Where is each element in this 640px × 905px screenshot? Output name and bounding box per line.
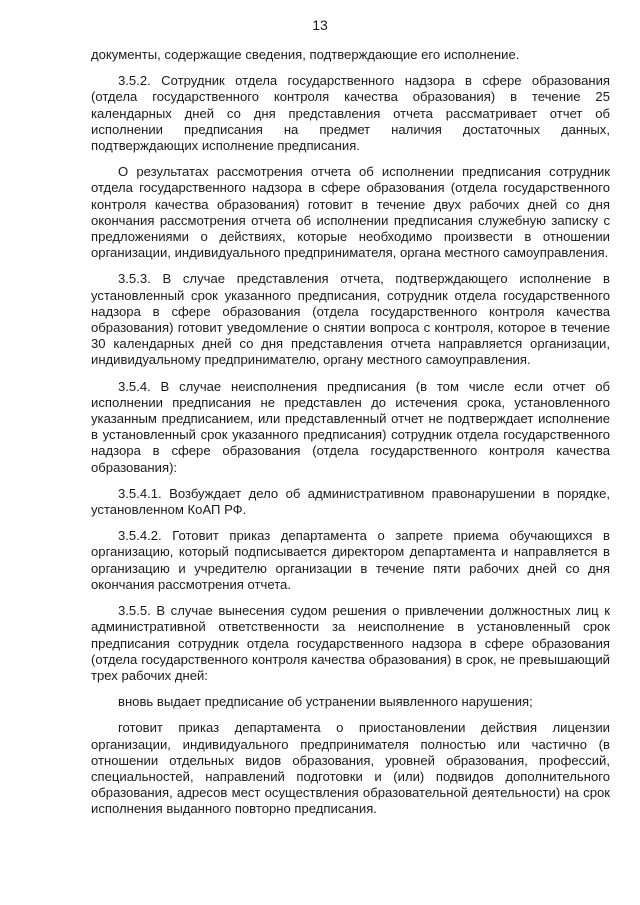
paragraph: 3.5.4.2. Готовит приказ департамента о запрете приема обучающихся в организацию, который подписывается директором департамента и направляется в организацию и учредителю организации в течение пяти рабочих дней со дня окончания рассмотрения отчета. [91, 528, 610, 592]
paragraph: 3.5.5. В случае вынесения судом решения о привлечении должностных лиц к административной ответственности за неисполнение в установленный срок предписания сотрудник отдела государственного надзора в сфере образования (отдела государственного контроля качества образования) в срок, не превышающий трех рабочих дней: [91, 603, 610, 683]
paragraph: 3.5.2. Сотрудник отдела государственного надзора в сфере образования (отдела государственного контроля качества образования) в течение 25 календарных дней со дня представления отчета рассматривает отчет об исполнении предписания на предмет наличия достаточных данных, подтверждающих исполнение предписания. [91, 73, 610, 154]
paragraph: О результатах рассмотрения отчета об исполнении предписания сотрудник отдела государственного надзора в сфере образования (отдела государственного контроля качества образования) готовит в течение двух рабочих дней со дня окончания рассмотрения отчета об исполнении предписания служебную записку с предложениями о действиях, которые необходимо произвести в отношении организации, индивидуального предпринимателя, органа местного самоуправления. [91, 164, 610, 261]
paragraph: 3.5.4.1. Возбуждает дело об административном правонарушении в порядке, установленном КоАП РФ. [91, 485, 610, 518]
paragraph: 3.5.3. В случае представления отчета, подтверждающего исполнение в установленный срок указанного предписания, сотрудник отдела государственного надзора в сфере образования (отдела государственного контроля качества образования) готовит уведомление о снятии вопроса с контроля, которое в течение 30 календарных дней со дня представления отчета направляется организации, индивидуальному предпринимателю, органу местного самоуправления. [91, 271, 610, 368]
paragraph: готовит приказ департамента о приостановлении действия лицензии организации, индивидуального предпринимателя полностью или частично (в отношении отдельных видов образования, уровней образования, профессий, специальностей, направлений подготовки и (или) подвидов дополнительного образования, адресов мест осуществления образовательной деятельности) на срок исполнения выданного повторно предписания. [91, 720, 610, 817]
paragraph: 3.5.4. В случае неисполнения предписания (в том числе если отчет об исполнении предписания не представлен до истечения срока, установленного указанным предписанием, или представленный отчет не подтверждает исполнение в установленный срок указанного предписания) сотрудник отдела государственного надзора в сфере образования (отдела государственного контроля качества образования): [91, 378, 610, 475]
paragraph: документы, содержащие сведения, подтверждающие его исполнение. [91, 47, 520, 62]
paragraph: вновь выдает предписание об устранении выявленного нарушения; [118, 694, 533, 710]
document-body [91, 47, 610, 828]
page-number: 13 [312, 17, 328, 33]
